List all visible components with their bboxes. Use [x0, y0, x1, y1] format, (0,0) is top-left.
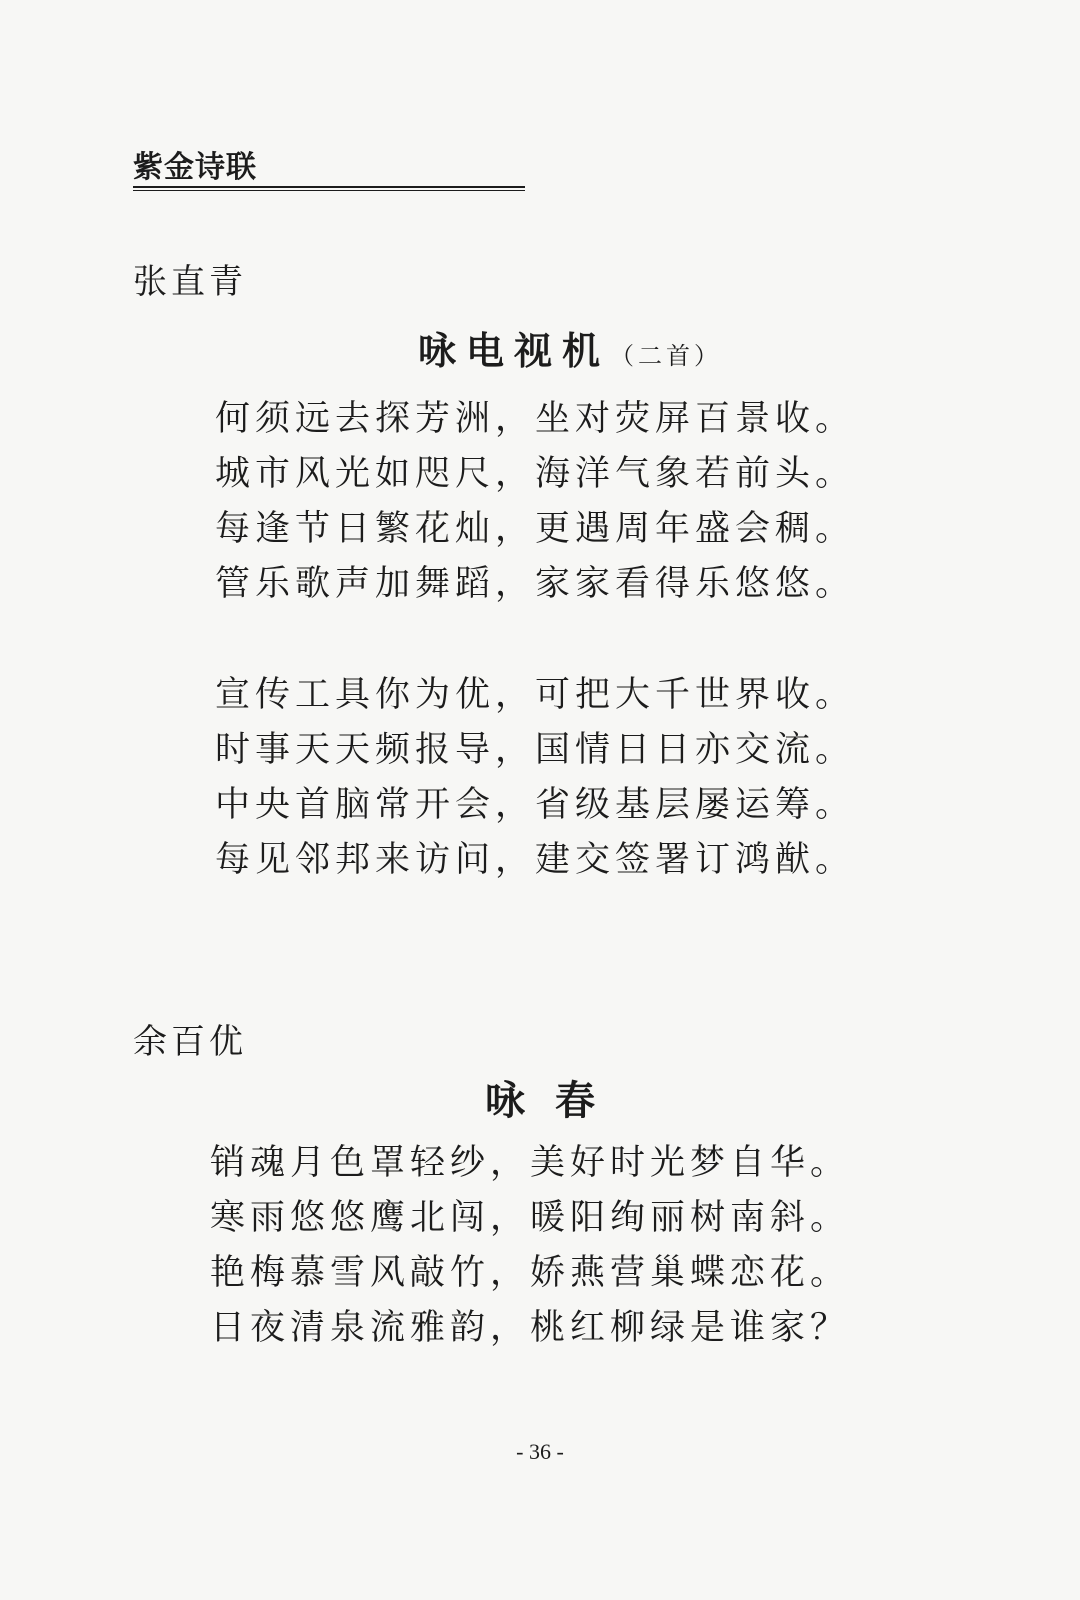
poem-line: 宣传工具你为优，可把大千世界收。 — [215, 675, 856, 715]
poem-line: 艳梅慕雪风敲竹，娇燕营巢蝶恋花。 — [210, 1253, 851, 1293]
running-header — [133, 150, 525, 194]
poem-line: 寒雨悠悠鹰北闯，暖阳绚丽树南斜。 — [210, 1198, 851, 1238]
poem-stanza — [210, 1136, 850, 1356]
poem-stanza — [215, 392, 855, 612]
poem-title — [0, 328, 1080, 379]
poem-line: 管乐歌声加舞蹈，家家看得乐悠悠。 — [215, 564, 856, 604]
poem-line: 何须远去探芳洲，坐对荧屏百景收。 — [215, 399, 856, 439]
poem-author: 张直青 — [133, 262, 247, 302]
poem-line: 每见邻邦来访问，建交签署订鸿猷。 — [215, 840, 856, 880]
page-number: - 36 - — [516, 1439, 564, 1464]
poem-title: 咏春 — [485, 1077, 625, 1124]
poem-line: 日夜清泉流雅韵，桃红柳绿是谁家？ — [210, 1308, 851, 1348]
journal-title: 紫金诗联 — [133, 150, 257, 185]
poem-title-text: 咏电视机 — [417, 328, 610, 373]
poem-line: 中央首脑常开会，省级基层屡运筹。 — [215, 785, 856, 825]
poem-line: 每逢节日繁花灿，更遇周年盛会稠。 — [215, 509, 856, 549]
poem-line: 销魂月色罩轻纱，美好时光梦自华。 — [210, 1143, 851, 1183]
poem-line: 城市风光如咫尺，海洋气象若前头。 — [215, 454, 856, 494]
poem-author: 余百优 — [133, 1022, 247, 1062]
header-rule — [133, 186, 525, 188]
poem-subtitle: （二首） — [610, 342, 722, 370]
poem-line: 时事天天频报导，国情日日亦交流。 — [215, 730, 856, 770]
header-rule-thin — [133, 190, 525, 191]
poem-stanza — [215, 668, 855, 888]
